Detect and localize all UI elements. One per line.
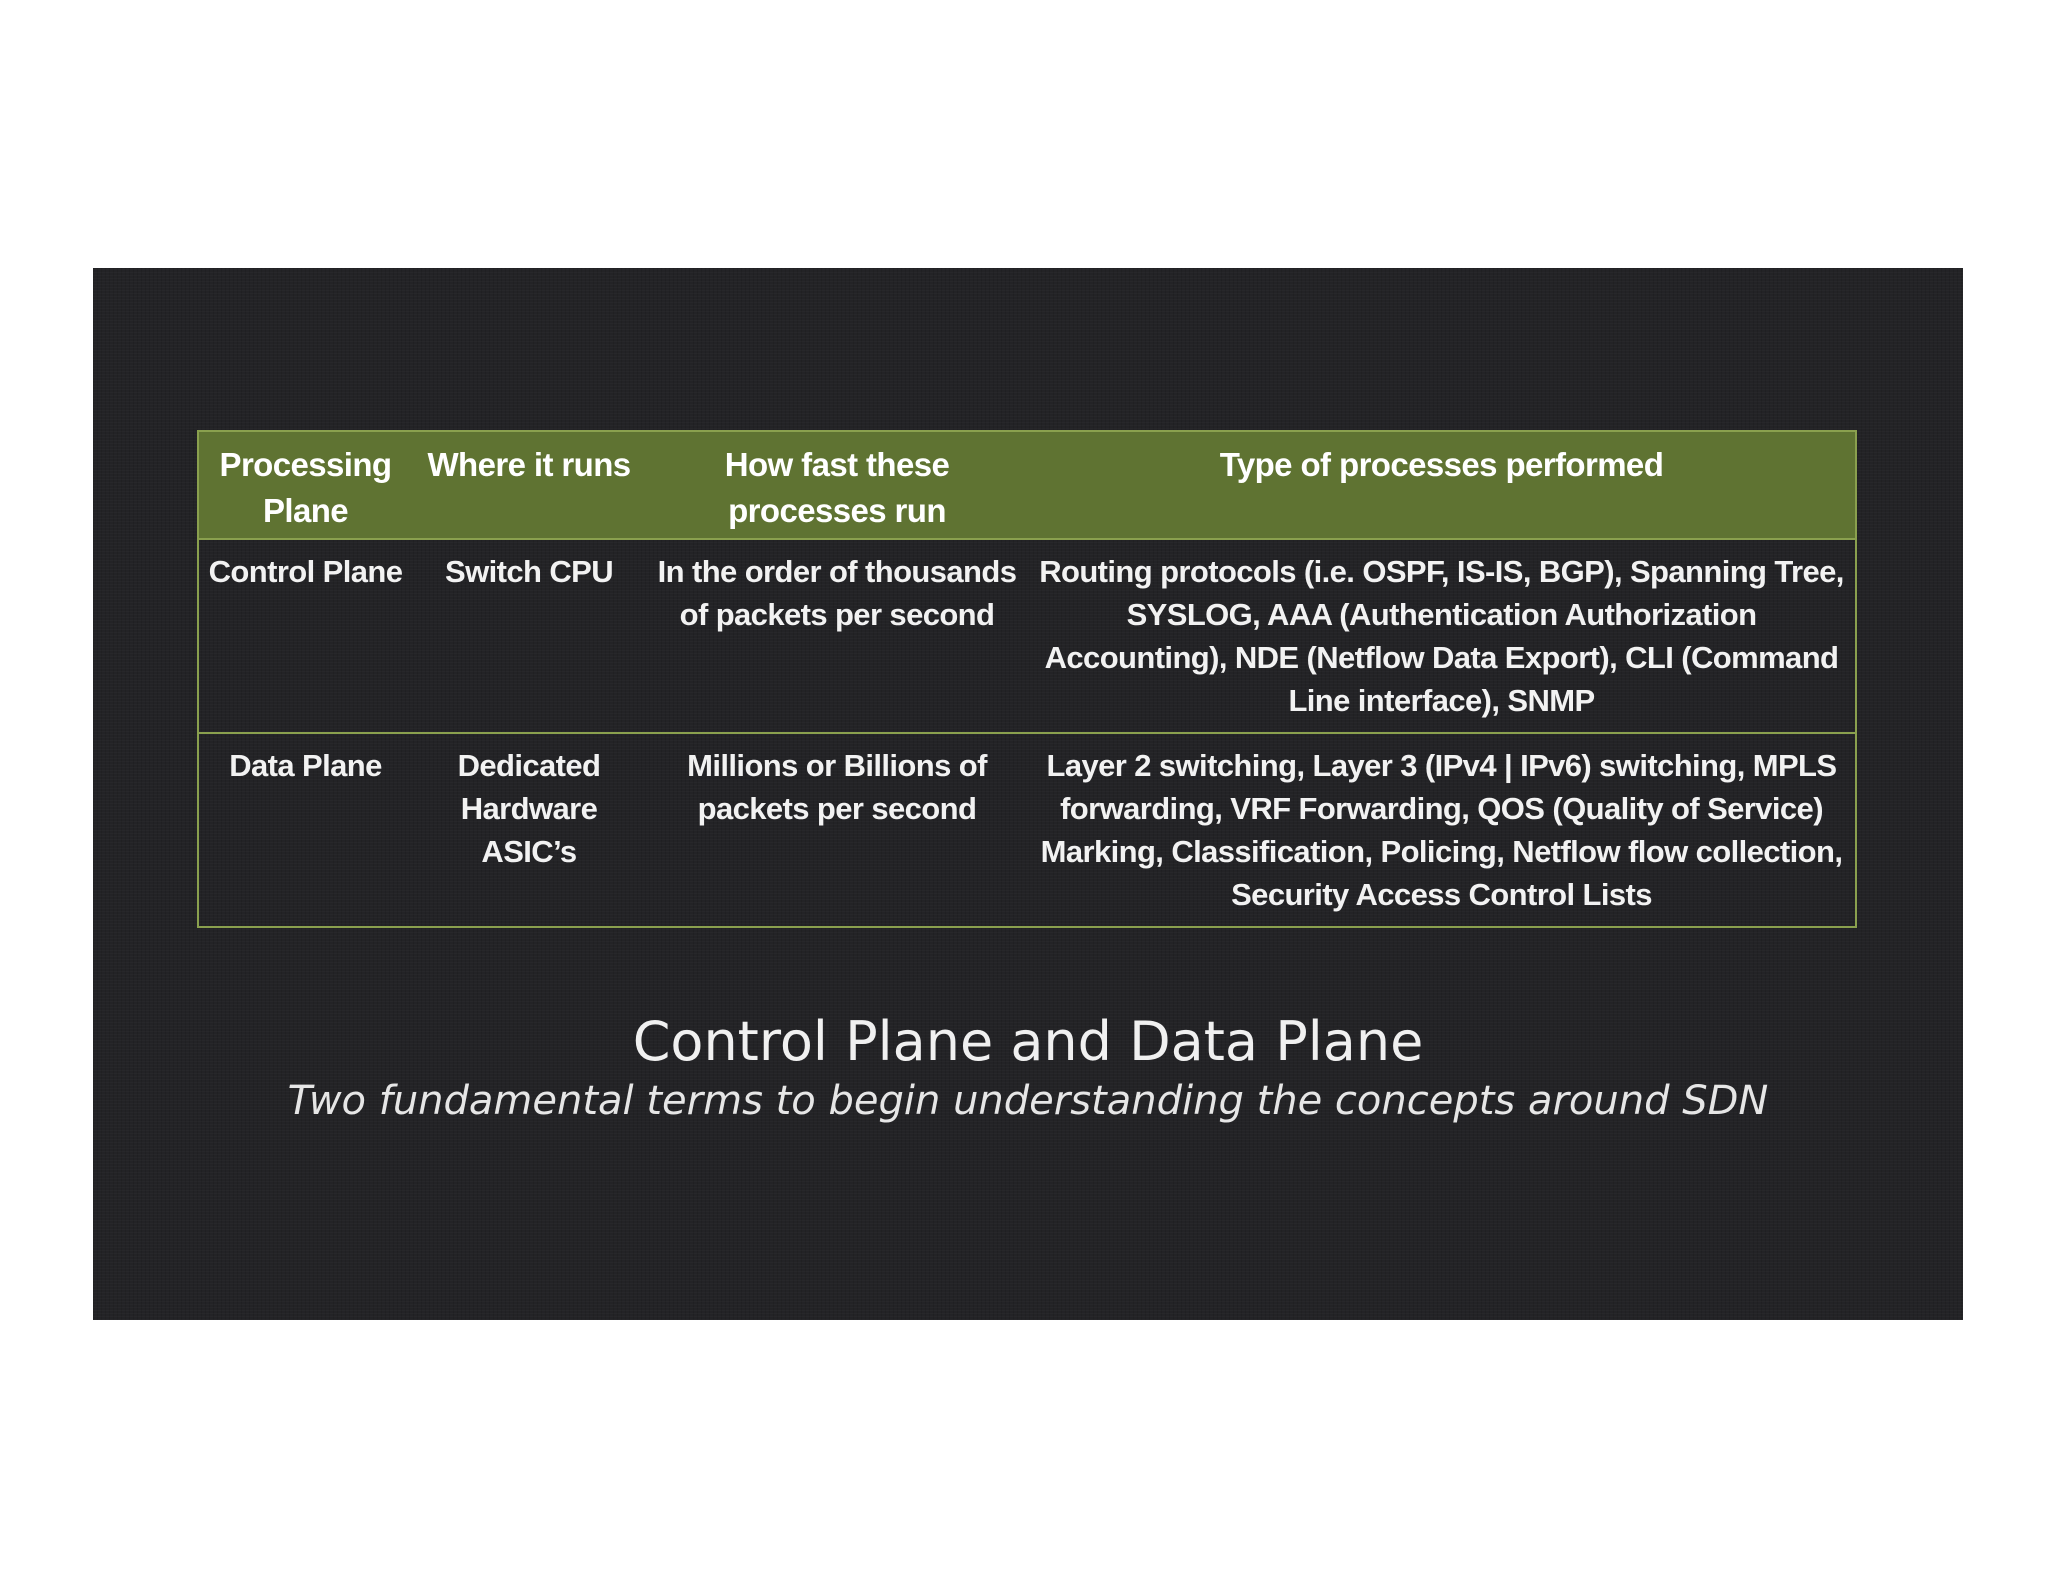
planes-table: [197, 430, 1857, 928]
cell-where: Switch CPU: [412, 539, 646, 733]
slide-subtitle: Two fundamental terms to begin understanding the concepts around SDN: [287, 1078, 1769, 1124]
header-how-fast: How fast these processes run: [646, 431, 1028, 539]
header-process-types: Type of processes performed: [1028, 431, 1856, 539]
cell-plane: Data Plane: [198, 733, 412, 927]
table-row: [198, 733, 1856, 927]
table-row: [198, 539, 1856, 733]
slide-title: Control Plane and Data Plane: [632, 1010, 1424, 1073]
cell-where: Dedicated Hardware ASIC’s: [412, 733, 646, 927]
slide: [93, 268, 1963, 1320]
cell-speed: Millions or Billions of packets per second: [646, 733, 1028, 927]
table-header-row: [198, 431, 1856, 539]
cell-plane: Control Plane: [198, 539, 412, 733]
cell-speed: In the order of thousands of packets per second: [646, 539, 1028, 733]
cell-processes: Routing protocols (i.e. OSPF, IS-IS, BGP), Spanning Tree, SYSLOG, AAA (Authentication Authorization Accounting), NDE (Netflow Data Export), CLI (Command Line interface), SNMP: [1028, 539, 1856, 733]
header-processing-plane: Processing Plane: [198, 431, 412, 539]
cell-processes: Layer 2 switching, Layer 3 (IPv4 | IPv6) switching, MPLS forwarding, VRF Forwarding, QOS (Quality of Service) Marking, Classification, Policing, Netflow flow collection, Security Access Control Lists: [1028, 733, 1856, 927]
header-where-it-runs: Where it runs: [412, 431, 646, 539]
